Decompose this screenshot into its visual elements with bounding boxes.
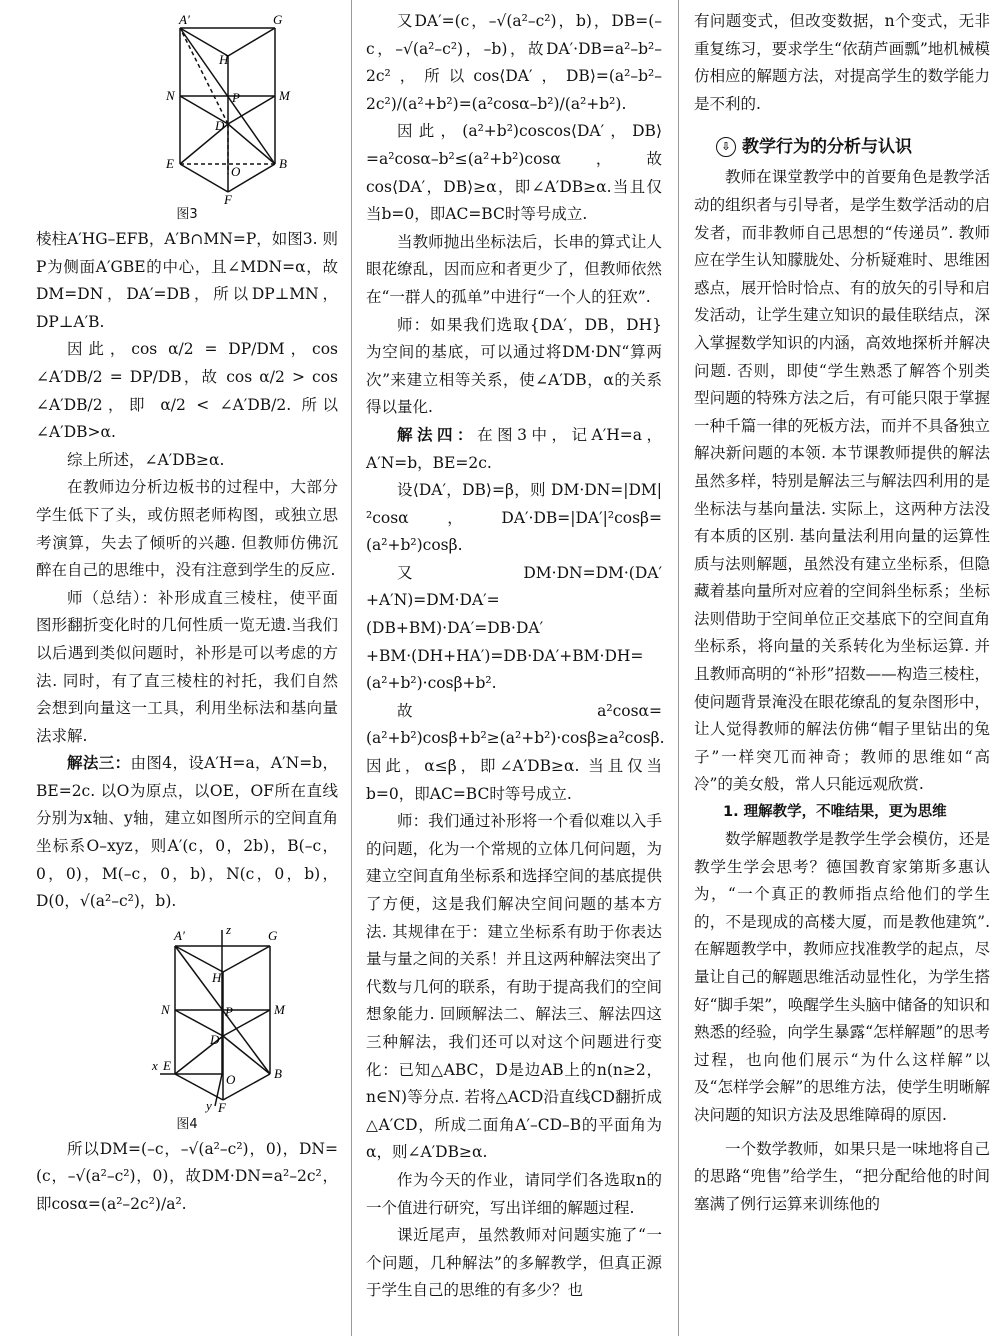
fig4-label: B: [274, 1065, 282, 1081]
fig3-label: N: [166, 88, 175, 103]
fig4-label: H: [212, 969, 222, 985]
fig4-label: y: [206, 1097, 212, 1113]
paragraph: 因此，cos α/2 = DP/DM，cos ∠A′DB/2 = DP/DB，故 cos α/2 > cos ∠A′DB/2，即 α/2 < ∠A′DB/2. 所以∠A′DB>α.: [36, 340, 338, 442]
paragraph: 有问题变式，但改变数据，n个变式，无非重复练习，要求学生“依葫芦画瓢”地机械模仿相应的解题方法，对提高学生的数学能力是不利的.: [694, 12, 990, 113]
fig3-label: B: [279, 156, 287, 171]
paragraph: 数学解题教学是教学生学会模仿，还是教学生学会思考？德国教育家第斯多惠认为，“一个真正的教师指点给他们的学生的，不是现成的高楼大厦，而是教他建筑”. 在解题教学中，教师应找准教学的起点，尽量让自己的解题思维活动显性化，为学生搭好“脚手架”，唤醒学生头脑中储备的知识和熟悉的经验，向学生暴露“怎样解题”的思考过程，也向他们展示“为什么这样解”以及“怎样学会解”的思维方法，使学生明晰解决问题的知识方法及思维障碍的原因.: [694, 830, 990, 1124]
fig3-label: D: [215, 118, 225, 133]
fig4-label: N: [161, 1001, 170, 1017]
fig4-label: G: [268, 927, 278, 943]
subheading: 1. 理解教学，不唯结果，更为思维: [723, 804, 947, 821]
paragraph: 综上所述，∠A′DB≥α.: [67, 450, 225, 469]
paragraph: 作为今天的作业，请同学们各选取n的一个值进行研究，写出详细的解题过程.: [366, 1170, 662, 1217]
figure-4-caption: 图4: [176, 1116, 198, 1132]
fig4-label: F: [218, 1099, 226, 1115]
figure-4: [82, 921, 292, 1115]
figure-3-prism-diagram: [87, 12, 290, 207]
paragraph: 师：如果我们选取{DA′，DB，DH}为空间的基底，可以通过将DM·DN“算两次”来建立相等关系，使∠A′DB，α的关系得以量化.: [366, 315, 662, 417]
fig3-label: O: [231, 164, 241, 179]
fig4-label: E: [163, 1057, 171, 1073]
fig3-label: F: [224, 192, 232, 207]
fig3-label: A′: [179, 12, 190, 27]
solution-lead: 解法三：: [67, 754, 131, 773]
paragraph: 教师在课堂教学中的首要角色是教学活动的组织者与引导者，是学生数学活动的启发者，而非教师自己思想的“传递员”. 教师应在学生认知朦胧处、分析疑难时、思维困惑点，展开恰时恰点、有的放矢的引导和启发活动，让学生建立知识的最佳联结点，深入掌握数学知识的内涵，高效地探析并解决问题. 否则，即使“学生熟悉了解答个别类型问题的特殊方法之后，有可能只限于掌握一种千篇一律的死板方法，而并不具备独立解决新问题的本领. 本节课教师提供的解法虽然多样，特别是解法三与解法四利用的是坐标法与基向量法. 实际上，这两种方法没有本质的区别. 基向量法利用向量的运算性质与法则解题，虽然没有建立坐标系，但隐藏着基向量所对应着的空间斜坐标系；坐标法则借助于空间单位正交基底下的空间直角坐标系，将向量的关系转化为坐标运算. 并且教师高明的“补形”招数——构造三棱柱，使问题背景淹没在眼花缭乱的复杂图形中，让人觉得教师的解法仿佛“帽子里钻出的兔子”一样突兀而神奇；教师的思维如“高冷”的美女般，常人只能远观欣赏.: [694, 168, 990, 794]
fig4-label: P: [225, 1003, 233, 1019]
fig3-label: P: [232, 90, 240, 105]
paragraph: 师（总结）：补形成直三棱柱，使平面图形翻折变化时的几何性质一览无遗.当我们以后遇到类似问题时，补形是可以考虑的方法. 同时，有了直三棱柱的衬托，我们自然会想到向量这一工具，利用坐标法和基向量法求解.: [36, 588, 338, 745]
column-3: [694, 0, 990, 1336]
fig4-label: A′: [174, 927, 185, 943]
figure-4-coordinate-diagram: [82, 921, 292, 1115]
fig4-label: z: [226, 921, 232, 937]
fig4-label: D: [210, 1031, 220, 1047]
fig4-label: O: [226, 1071, 236, 1087]
paragraph: 设⟨DA′，DB⟩=β，则 DM·DN=|DM|²cosα，DA′·DB=|DA′|²cosβ=(a²+b²)cosβ.: [366, 481, 662, 555]
fig3-label: G: [273, 12, 283, 27]
paragraph: 所以DM=(–c，–√(a²–c²)，0)，DN=(c，–√(a²–c²)，0)，故DM·DN=a²–2c²，即cosα=(a²–2c²)/a².: [36, 1139, 338, 1214]
figure-3-caption: 图3: [176, 207, 198, 222]
fig3-label: H: [219, 52, 229, 67]
fig3-label: E: [166, 156, 174, 171]
paragraph: 又DM·DN=DM·(DA′+A′N)=DM·DA′=(DB+BM)·DA′=DB·DA′+BM·(DH+HA′)=DB·DA′+BM·DH=(a²+b²)·cosβ+b².: [366, 563, 662, 693]
column-divider: [351, 0, 352, 1336]
fig4-label: x: [152, 1057, 158, 1073]
paragraph: 在教师边分析边板书的过程中，大部分学生低下了头，或仿照老师构图，或独立思考演算，失去了倾听的兴趣. 但教师仿佛沉醉在自己的思维中，没有注意到学生的反应.: [36, 478, 338, 580]
column-divider: [678, 0, 679, 1336]
paragraph: 课近尾声，虽然教师对问题实施了“一个问题，几种解法”的多解教学，但真正源于学生自己的思维的有多少？也: [366, 1226, 662, 1300]
fig3-label: M: [279, 88, 290, 103]
paragraph: 又DA′=(c，–√(a²–c²)，b)，DB=(–c，–√(a²–c²)，–b)，故DA′·DB=a²–b²–2c²，所以cos⟨DA′，DB⟩=(a²–b²–2c²)/(a²+b²)=(a²cosα–b²)/(a²+b²).: [366, 12, 662, 113]
paragraph: 解法四：在图3中，记A′H=a，A′N=b，BE=2c.: [366, 425, 662, 472]
column-1: [36, 0, 338, 1336]
paragraph: 故a²cosα=(a²+b²)cosβ+b²≥(a²+b²)·cosβ≥a²cosβ. 因此，α≤β，即∠A′DB≥α. 当且仅当b=0，即AC=BC时等号成立.: [366, 701, 665, 803]
figure-3: [87, 12, 290, 207]
down-arrow-circle-icon: ⇩: [716, 137, 736, 157]
paragraph: 一个数学教师，如果只是一味地将自己的思路“兜售”给学生，“把分配给他的时间塞满了例行运算来训练他的: [694, 1139, 990, 1213]
section-heading: [716, 132, 990, 162]
fig4-label: M: [274, 1001, 285, 1017]
solution-lead: 解法四：: [397, 425, 478, 444]
section-title: 教学行为的分析与认识: [742, 137, 912, 158]
paragraph: 师：我们通过补形将一个看似难以入手的问题，化为一个常规的立体几何问题，为建立空间直角坐标系和选择空间的基底提供了方便，这是我们解决空间问题的基本方法. 其规律在于：建立坐标系有助于你表达量与量之间的关系！并且这两种解法突出了代数与几何的联系，有助于提高我们的空间想象能力. 回顾解法二、解法三、解法四这三种解法，我们还可以对这个问题进行变化：已知△ABC，D是边AB上的n(n≥2，n∈N)等分点. 若将△ACD沿直线CD翻折成△A′CD，所成二面角A′–CD–B的平面角为α，则∠A′DB≥α.: [366, 812, 662, 1162]
paragraph: 棱柱A′HG–EFB，A′B∩MN=P，如图3. 则P为侧面A′GBE的中心，且∠MDN=α，故DM=DN，DA′=DB，所以DP⊥MN，DP⊥A′B.: [36, 230, 338, 331]
paragraph: 当教师抛出坐标法后，长串的算式让人眼花缭乱，因而应和者更少了，但教师依然在“一群人的孤单”中进行“一个人的狂欢”.: [366, 232, 662, 306]
paragraph: 解法三：由图4，设A′H=a，A′N=b，BE=2c. 以O为原点，以OE，OF所在直线分别为x轴、y轴，建立如图所示的空间直角坐标系O–xyz，则A′(c，0，2b)，B(–c，0，0)，M(–c，0，b)，N(c，0，b)，D(0，√(a²–c²)，b).: [36, 754, 338, 911]
paragraph: 因此，(a²+b²)coscos⟨DA′，DB⟩=a²cosα–b²≤(a²+b²)cosα，故cos⟨DA′，DB⟩≥α，即∠A′DB≥α.当且仅当b=0，即AC=BC时等号成立.: [366, 122, 662, 224]
column-2: [366, 0, 665, 1336]
